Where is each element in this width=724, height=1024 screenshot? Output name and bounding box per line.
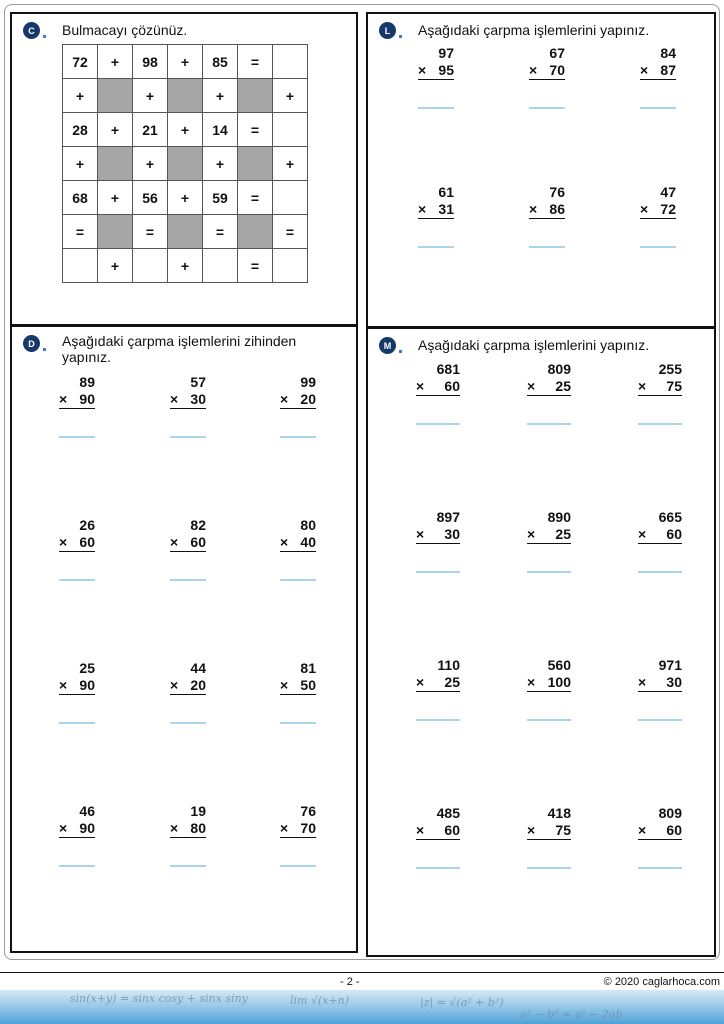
puzzle-cell: 56 xyxy=(133,181,168,215)
panel-m xyxy=(366,327,716,957)
multiplication-problem xyxy=(416,509,460,575)
times-sign: × xyxy=(418,62,427,78)
multiplicand: 82 xyxy=(190,517,206,533)
puzzle-cell: 72 xyxy=(63,45,98,79)
answer-line[interactable] xyxy=(280,436,316,438)
multiplier: 70 xyxy=(549,62,565,78)
multiplier: 70 xyxy=(300,820,316,836)
times-sign: × xyxy=(638,674,647,690)
answer-line[interactable] xyxy=(418,246,454,248)
puzzle-answer-cell[interactable] xyxy=(273,181,308,215)
multiplication-problem xyxy=(527,805,571,871)
multiplicand: 47 xyxy=(660,184,676,200)
multiplication-problem xyxy=(170,660,206,726)
operation-rule xyxy=(527,691,571,692)
multiplication-problem xyxy=(416,361,460,427)
multiplier: 25 xyxy=(555,526,571,542)
times-sign: × xyxy=(280,677,289,693)
multiplication-problem xyxy=(527,509,571,575)
multiplication-problem xyxy=(640,45,676,111)
badge-dot-icon xyxy=(43,348,46,351)
puzzle-answer-cell[interactable] xyxy=(273,249,308,283)
puzzle-shaded-cell xyxy=(238,147,273,181)
copyright: © 2020 caglarhoca.com xyxy=(603,976,720,988)
puzzle-answer-cell[interactable] xyxy=(63,249,98,283)
panel-d xyxy=(10,325,358,953)
puzzle-cell: 14 xyxy=(203,113,238,147)
times-sign: × xyxy=(527,526,536,542)
puzzle-cell: 21 xyxy=(133,113,168,147)
puzzle-cell: 59 xyxy=(203,181,238,215)
operation-rule xyxy=(527,543,571,544)
operation-rule xyxy=(416,543,460,544)
badge-m: M xyxy=(379,337,396,354)
times-sign: × xyxy=(527,822,536,838)
answer-line[interactable] xyxy=(416,867,460,869)
puzzle-cell: + xyxy=(168,249,203,283)
multiplier: 90 xyxy=(79,391,95,407)
multiplicand: 97 xyxy=(438,45,454,61)
puzzle-cell: + xyxy=(168,181,203,215)
times-sign: × xyxy=(280,391,289,407)
multiplication-problem xyxy=(170,803,206,869)
answer-line[interactable] xyxy=(59,865,95,867)
times-sign: × xyxy=(638,822,647,838)
operation-rule xyxy=(638,395,682,396)
puzzle-answer-cell[interactable] xyxy=(273,113,308,147)
multiplication-problem xyxy=(638,657,682,723)
operation-rule xyxy=(170,408,206,409)
multiplier: 60 xyxy=(190,534,206,550)
operation-rule xyxy=(418,79,454,80)
puzzle-shaded-cell xyxy=(238,215,273,249)
badge-l: L xyxy=(379,22,396,39)
puzzle-cell: 98 xyxy=(133,45,168,79)
operation-rule xyxy=(280,837,316,838)
puzzle-row xyxy=(63,147,308,181)
multiplication-problem xyxy=(59,374,95,440)
puzzle-cell: + xyxy=(63,147,98,181)
operation-rule xyxy=(280,408,316,409)
multiplier: 25 xyxy=(444,674,460,690)
section-m-title: Aşağıdaki çarpma işlemlerini yapınız. xyxy=(418,337,650,353)
operation-rule xyxy=(529,218,565,219)
panel-c xyxy=(10,12,358,326)
multiplicand: 57 xyxy=(190,374,206,390)
math-scribble-decoration: lim √(x+n) xyxy=(290,994,350,1007)
operation-rule xyxy=(527,395,571,396)
operation-rule xyxy=(170,837,206,838)
math-scribble-decoration: sin(x+y) = sinx cosy + sinx siny xyxy=(70,992,248,1005)
answer-line[interactable] xyxy=(638,719,682,721)
puzzle-cell: = xyxy=(273,215,308,249)
answer-line[interactable] xyxy=(527,423,571,425)
multiplication-problem xyxy=(529,184,565,250)
multiplier: 50 xyxy=(300,677,316,693)
operation-rule xyxy=(638,543,682,544)
math-scribble-decoration: |z| = √(a² + b²) xyxy=(420,996,504,1009)
answer-line[interactable] xyxy=(59,579,95,581)
answer-line[interactable] xyxy=(280,722,316,724)
multiplier: 60 xyxy=(79,534,95,550)
multiplication-problem xyxy=(280,517,316,583)
puzzle-cell: 68 xyxy=(63,181,98,215)
puzzle-grid xyxy=(62,44,308,283)
multiplication-problem xyxy=(170,517,206,583)
operation-rule xyxy=(416,839,460,840)
puzzle-cell: + xyxy=(133,79,168,113)
multiplicand: 76 xyxy=(549,184,565,200)
multiplication-problem xyxy=(59,803,95,869)
puzzle-cell: + xyxy=(203,79,238,113)
answer-line[interactable] xyxy=(280,865,316,867)
puzzle-answer-cell[interactable] xyxy=(133,249,168,283)
operation-rule xyxy=(170,551,206,552)
puzzle-cell: = xyxy=(238,249,273,283)
multiplication-problem xyxy=(418,184,454,250)
multiplication-problem xyxy=(416,657,460,723)
times-sign: × xyxy=(416,822,425,838)
times-sign: × xyxy=(59,677,68,693)
puzzle-cell: + xyxy=(168,45,203,79)
puzzle-cell: + xyxy=(98,113,133,147)
puzzle-shaded-cell xyxy=(168,79,203,113)
multiplier: 60 xyxy=(666,526,682,542)
puzzle-row xyxy=(63,79,308,113)
puzzle-cell: = xyxy=(133,215,168,249)
operation-rule xyxy=(416,691,460,692)
puzzle-shaded-cell xyxy=(98,79,133,113)
puzzle-cell: 85 xyxy=(203,45,238,79)
multiplier: 20 xyxy=(300,391,316,407)
times-sign: × xyxy=(59,391,68,407)
multiplicand: 19 xyxy=(190,803,206,819)
multiplier: 20 xyxy=(190,677,206,693)
puzzle-shaded-cell xyxy=(98,215,133,249)
operation-rule xyxy=(280,551,316,552)
operation-rule xyxy=(638,839,682,840)
multiplication-problem xyxy=(280,374,316,440)
times-sign: × xyxy=(416,378,425,394)
badge-dot-icon xyxy=(399,35,402,38)
multiplicand: 560 xyxy=(547,657,571,673)
multiplier: 95 xyxy=(438,62,454,78)
multiplication-problem xyxy=(170,374,206,440)
answer-line[interactable] xyxy=(416,423,460,425)
multiplier: 100 xyxy=(547,674,571,690)
times-sign: × xyxy=(638,526,647,542)
multiplicand: 809 xyxy=(658,805,682,821)
puzzle-row xyxy=(63,113,308,147)
answer-line[interactable] xyxy=(170,579,206,581)
multiplier: 87 xyxy=(660,62,676,78)
answer-line[interactable] xyxy=(527,719,571,721)
times-sign: × xyxy=(280,820,289,836)
times-sign: × xyxy=(640,201,649,217)
multiplication-problem xyxy=(59,517,95,583)
operation-rule xyxy=(527,839,571,840)
times-sign: × xyxy=(170,677,179,693)
multiplicand: 971 xyxy=(658,657,682,673)
times-sign: × xyxy=(640,62,649,78)
multiplier: 30 xyxy=(666,674,682,690)
answer-line[interactable] xyxy=(59,722,95,724)
times-sign: × xyxy=(527,674,536,690)
multiplicand: 418 xyxy=(547,805,571,821)
times-sign: × xyxy=(529,62,538,78)
puzzle-cell: + xyxy=(98,249,133,283)
multiplication-problem xyxy=(529,45,565,111)
multiplicand: 89 xyxy=(79,374,95,390)
times-sign: × xyxy=(527,378,536,394)
multiplicand: 67 xyxy=(549,45,565,61)
operation-rule xyxy=(59,408,95,409)
multiplier: 86 xyxy=(549,201,565,217)
multiplicand: 61 xyxy=(438,184,454,200)
operation-rule xyxy=(638,691,682,692)
section-d-title: Aşağıdaki çarpma işlemlerini zihinden yapınız. xyxy=(62,333,297,365)
multiplier: 30 xyxy=(444,526,460,542)
times-sign: × xyxy=(418,201,427,217)
answer-line[interactable] xyxy=(638,867,682,869)
answer-line[interactable] xyxy=(59,436,95,438)
multiplier: 40 xyxy=(300,534,316,550)
answer-line[interactable] xyxy=(638,423,682,425)
puzzle-cell: = xyxy=(63,215,98,249)
multiplication-problem xyxy=(418,45,454,111)
times-sign: × xyxy=(170,820,179,836)
multiplicand: 46 xyxy=(79,803,95,819)
multiplicand: 110 xyxy=(437,657,460,673)
operation-rule xyxy=(529,79,565,80)
section-l-title: Aşağıdaki çarpma işlemlerini yapınız. xyxy=(418,22,650,38)
times-sign: × xyxy=(529,201,538,217)
multiplicand: 255 xyxy=(658,361,682,377)
multiplication-problem xyxy=(280,660,316,726)
operation-rule xyxy=(416,395,460,396)
puzzle-row xyxy=(63,249,308,283)
multiplier: 31 xyxy=(438,201,454,217)
multiplicand: 25 xyxy=(79,660,95,676)
multiplication-problem xyxy=(527,361,571,427)
answer-line[interactable] xyxy=(529,246,565,248)
multiplier: 90 xyxy=(79,820,95,836)
times-sign: × xyxy=(280,534,289,550)
answer-line[interactable] xyxy=(416,571,460,573)
operation-rule xyxy=(170,694,206,695)
answer-line[interactable] xyxy=(529,107,565,109)
times-sign: × xyxy=(416,526,425,542)
panel-l xyxy=(366,12,716,328)
times-sign: × xyxy=(59,534,68,550)
multiplication-problem xyxy=(638,361,682,427)
times-sign: × xyxy=(416,674,425,690)
puzzle-cell: = xyxy=(238,113,273,147)
answer-line[interactable] xyxy=(418,107,454,109)
multiplicand: 809 xyxy=(547,361,571,377)
puzzle-answer-cell[interactable] xyxy=(273,45,308,79)
answer-line[interactable] xyxy=(640,246,676,248)
multiplier: 60 xyxy=(444,822,460,838)
multiplier: 60 xyxy=(444,378,460,394)
puzzle-cell: + xyxy=(203,147,238,181)
answer-line[interactable] xyxy=(527,571,571,573)
puzzle-shaded-cell xyxy=(168,147,203,181)
badge-d: D xyxy=(23,335,40,352)
section-c-title: Bulmacayı çözünüz. xyxy=(62,22,188,38)
puzzle-cell: + xyxy=(63,79,98,113)
answer-line[interactable] xyxy=(638,571,682,573)
puzzle-cell: + xyxy=(133,147,168,181)
multiplication-problem xyxy=(527,657,571,723)
multiplicand: 665 xyxy=(658,509,682,525)
badge-dot-icon xyxy=(399,350,402,353)
answer-line[interactable] xyxy=(170,865,206,867)
multiplier: 60 xyxy=(666,822,682,838)
answer-line[interactable] xyxy=(170,722,206,724)
multiplier: 25 xyxy=(555,378,571,394)
puzzle-answer-cell[interactable] xyxy=(203,249,238,283)
multiplicand: 81 xyxy=(300,660,316,676)
multiplier: 75 xyxy=(555,822,571,838)
puzzle-cell: = xyxy=(203,215,238,249)
answer-line[interactable] xyxy=(416,719,460,721)
answer-line[interactable] xyxy=(640,107,676,109)
multiplicand: 681 xyxy=(436,361,460,377)
puzzle-cell: 28 xyxy=(63,113,98,147)
puzzle-cell: + xyxy=(273,79,308,113)
puzzle-cell: + xyxy=(273,147,308,181)
footer-rule xyxy=(0,972,724,973)
badge-dot-icon xyxy=(43,35,46,38)
puzzle-shaded-cell xyxy=(98,147,133,181)
multiplicand: 26 xyxy=(79,517,95,533)
operation-rule xyxy=(640,79,676,80)
times-sign: × xyxy=(170,391,179,407)
multiplicand: 897 xyxy=(436,509,460,525)
multiplicand: 44 xyxy=(190,660,206,676)
math-scribble-decoration: a² − b² = a² − 2ab xyxy=(520,1008,623,1021)
puzzle-cell: + xyxy=(98,45,133,79)
operation-rule xyxy=(418,218,454,219)
operation-rule xyxy=(640,218,676,219)
page-number: - 2 - xyxy=(340,976,360,988)
multiplicand: 76 xyxy=(300,803,316,819)
puzzle-cell: + xyxy=(98,181,133,215)
multiplier: 75 xyxy=(666,378,682,394)
decorative-footer-strip xyxy=(0,990,724,1024)
multiplication-problem xyxy=(638,509,682,575)
puzzle-shaded-cell xyxy=(168,215,203,249)
multiplier: 30 xyxy=(190,391,206,407)
answer-line[interactable] xyxy=(170,436,206,438)
puzzle-cell: = xyxy=(238,181,273,215)
multiplicand: 84 xyxy=(660,45,676,61)
operation-rule xyxy=(59,694,95,695)
multiplier: 90 xyxy=(79,677,95,693)
operation-rule xyxy=(59,551,95,552)
puzzle-row xyxy=(63,215,308,249)
multiplication-problem xyxy=(59,660,95,726)
multiplication-problem xyxy=(416,805,460,871)
times-sign: × xyxy=(170,534,179,550)
multiplier: 72 xyxy=(660,201,676,217)
operation-rule xyxy=(59,837,95,838)
multiplicand: 485 xyxy=(436,805,460,821)
multiplicand: 890 xyxy=(547,509,571,525)
times-sign: × xyxy=(638,378,647,394)
multiplicand: 80 xyxy=(300,517,316,533)
badge-c: C xyxy=(23,22,40,39)
puzzle-row xyxy=(63,45,308,79)
multiplier: 80 xyxy=(190,820,206,836)
answer-line[interactable] xyxy=(527,867,571,869)
multiplication-problem xyxy=(640,184,676,250)
answer-line[interactable] xyxy=(280,579,316,581)
times-sign: × xyxy=(59,820,68,836)
multiplicand: 99 xyxy=(300,374,316,390)
multiplication-problem xyxy=(280,803,316,869)
puzzle-cell: = xyxy=(238,45,273,79)
operation-rule xyxy=(280,694,316,695)
puzzle-cell: + xyxy=(168,113,203,147)
puzzle-shaded-cell xyxy=(238,79,273,113)
multiplication-problem xyxy=(638,805,682,871)
puzzle-row xyxy=(63,181,308,215)
